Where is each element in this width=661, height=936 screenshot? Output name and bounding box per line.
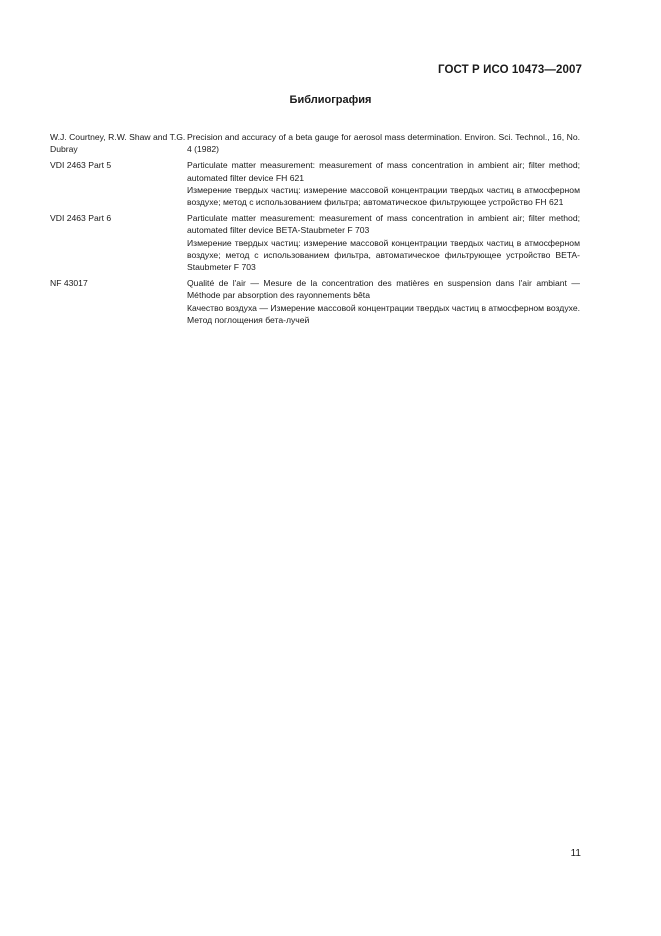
bibliography-entry bbox=[50, 212, 580, 273]
reference-text-original: Precision and accuracy of a beta gauge for aerosol mass determination. Environ. Sci. Technol., 16, No. 4 (1982) bbox=[187, 132, 580, 155]
reference-code: VDI 2463 Part 6 bbox=[50, 213, 112, 224]
page-number: 11 bbox=[570, 848, 581, 859]
reference-text bbox=[187, 159, 580, 208]
bibliography-entry bbox=[50, 131, 580, 155]
reference-text-russian: Качество воздуха — Измерение массовой концентрации твердых частиц в атмосферном воздухе. Метод поглощения бета-лучей bbox=[187, 302, 580, 325]
bibliography-entry bbox=[50, 277, 580, 326]
reference-text-original: Particulate matter measurement: measurement of mass concentration in ambient air; filter method; automated filter device BETA-Staubmeter F 703 bbox=[187, 213, 580, 236]
reference-text-russian: Измерение твердых частиц: измерение массовой концентрации твердых частиц в атмосферном воздухе; метод с использованием фильтра, автоматическое фильтрующее устройство BETA-Staubmeter F 703 bbox=[187, 237, 580, 273]
reference-code: NF 43017 bbox=[50, 278, 88, 289]
bibliography-list bbox=[50, 131, 580, 330]
reference-code: W.J. Courtney, R.W. Shaw and T.G. Dubray bbox=[50, 132, 186, 155]
reference-text bbox=[187, 131, 580, 155]
reference-text-original: Qualité de l'air — Mesure de la concentration des matières en suspension dans l'air ambiant — Méthode par absorption des rayonnements bêta bbox=[187, 278, 580, 301]
reference-text bbox=[187, 277, 580, 326]
section-title: Библиография bbox=[289, 94, 372, 106]
bibliography-entry bbox=[50, 159, 580, 208]
reference-text-original: Particulate matter measurement: measurement of mass concentration in ambient air; filter method; automated filter device FH 621 bbox=[187, 160, 580, 183]
document-id: ГОСТ Р ИСО 10473—2007 bbox=[437, 64, 582, 76]
reference-text-russian: Измерение твердых частиц: измерение массовой концентрации твердых частиц в атмосферном воздухе; метод с использованием фильтра; автоматическое фильтрующее устройство FH 621 bbox=[187, 184, 580, 208]
reference-code: VDI 2463 Part 5 bbox=[50, 160, 112, 171]
reference-text bbox=[187, 212, 580, 273]
